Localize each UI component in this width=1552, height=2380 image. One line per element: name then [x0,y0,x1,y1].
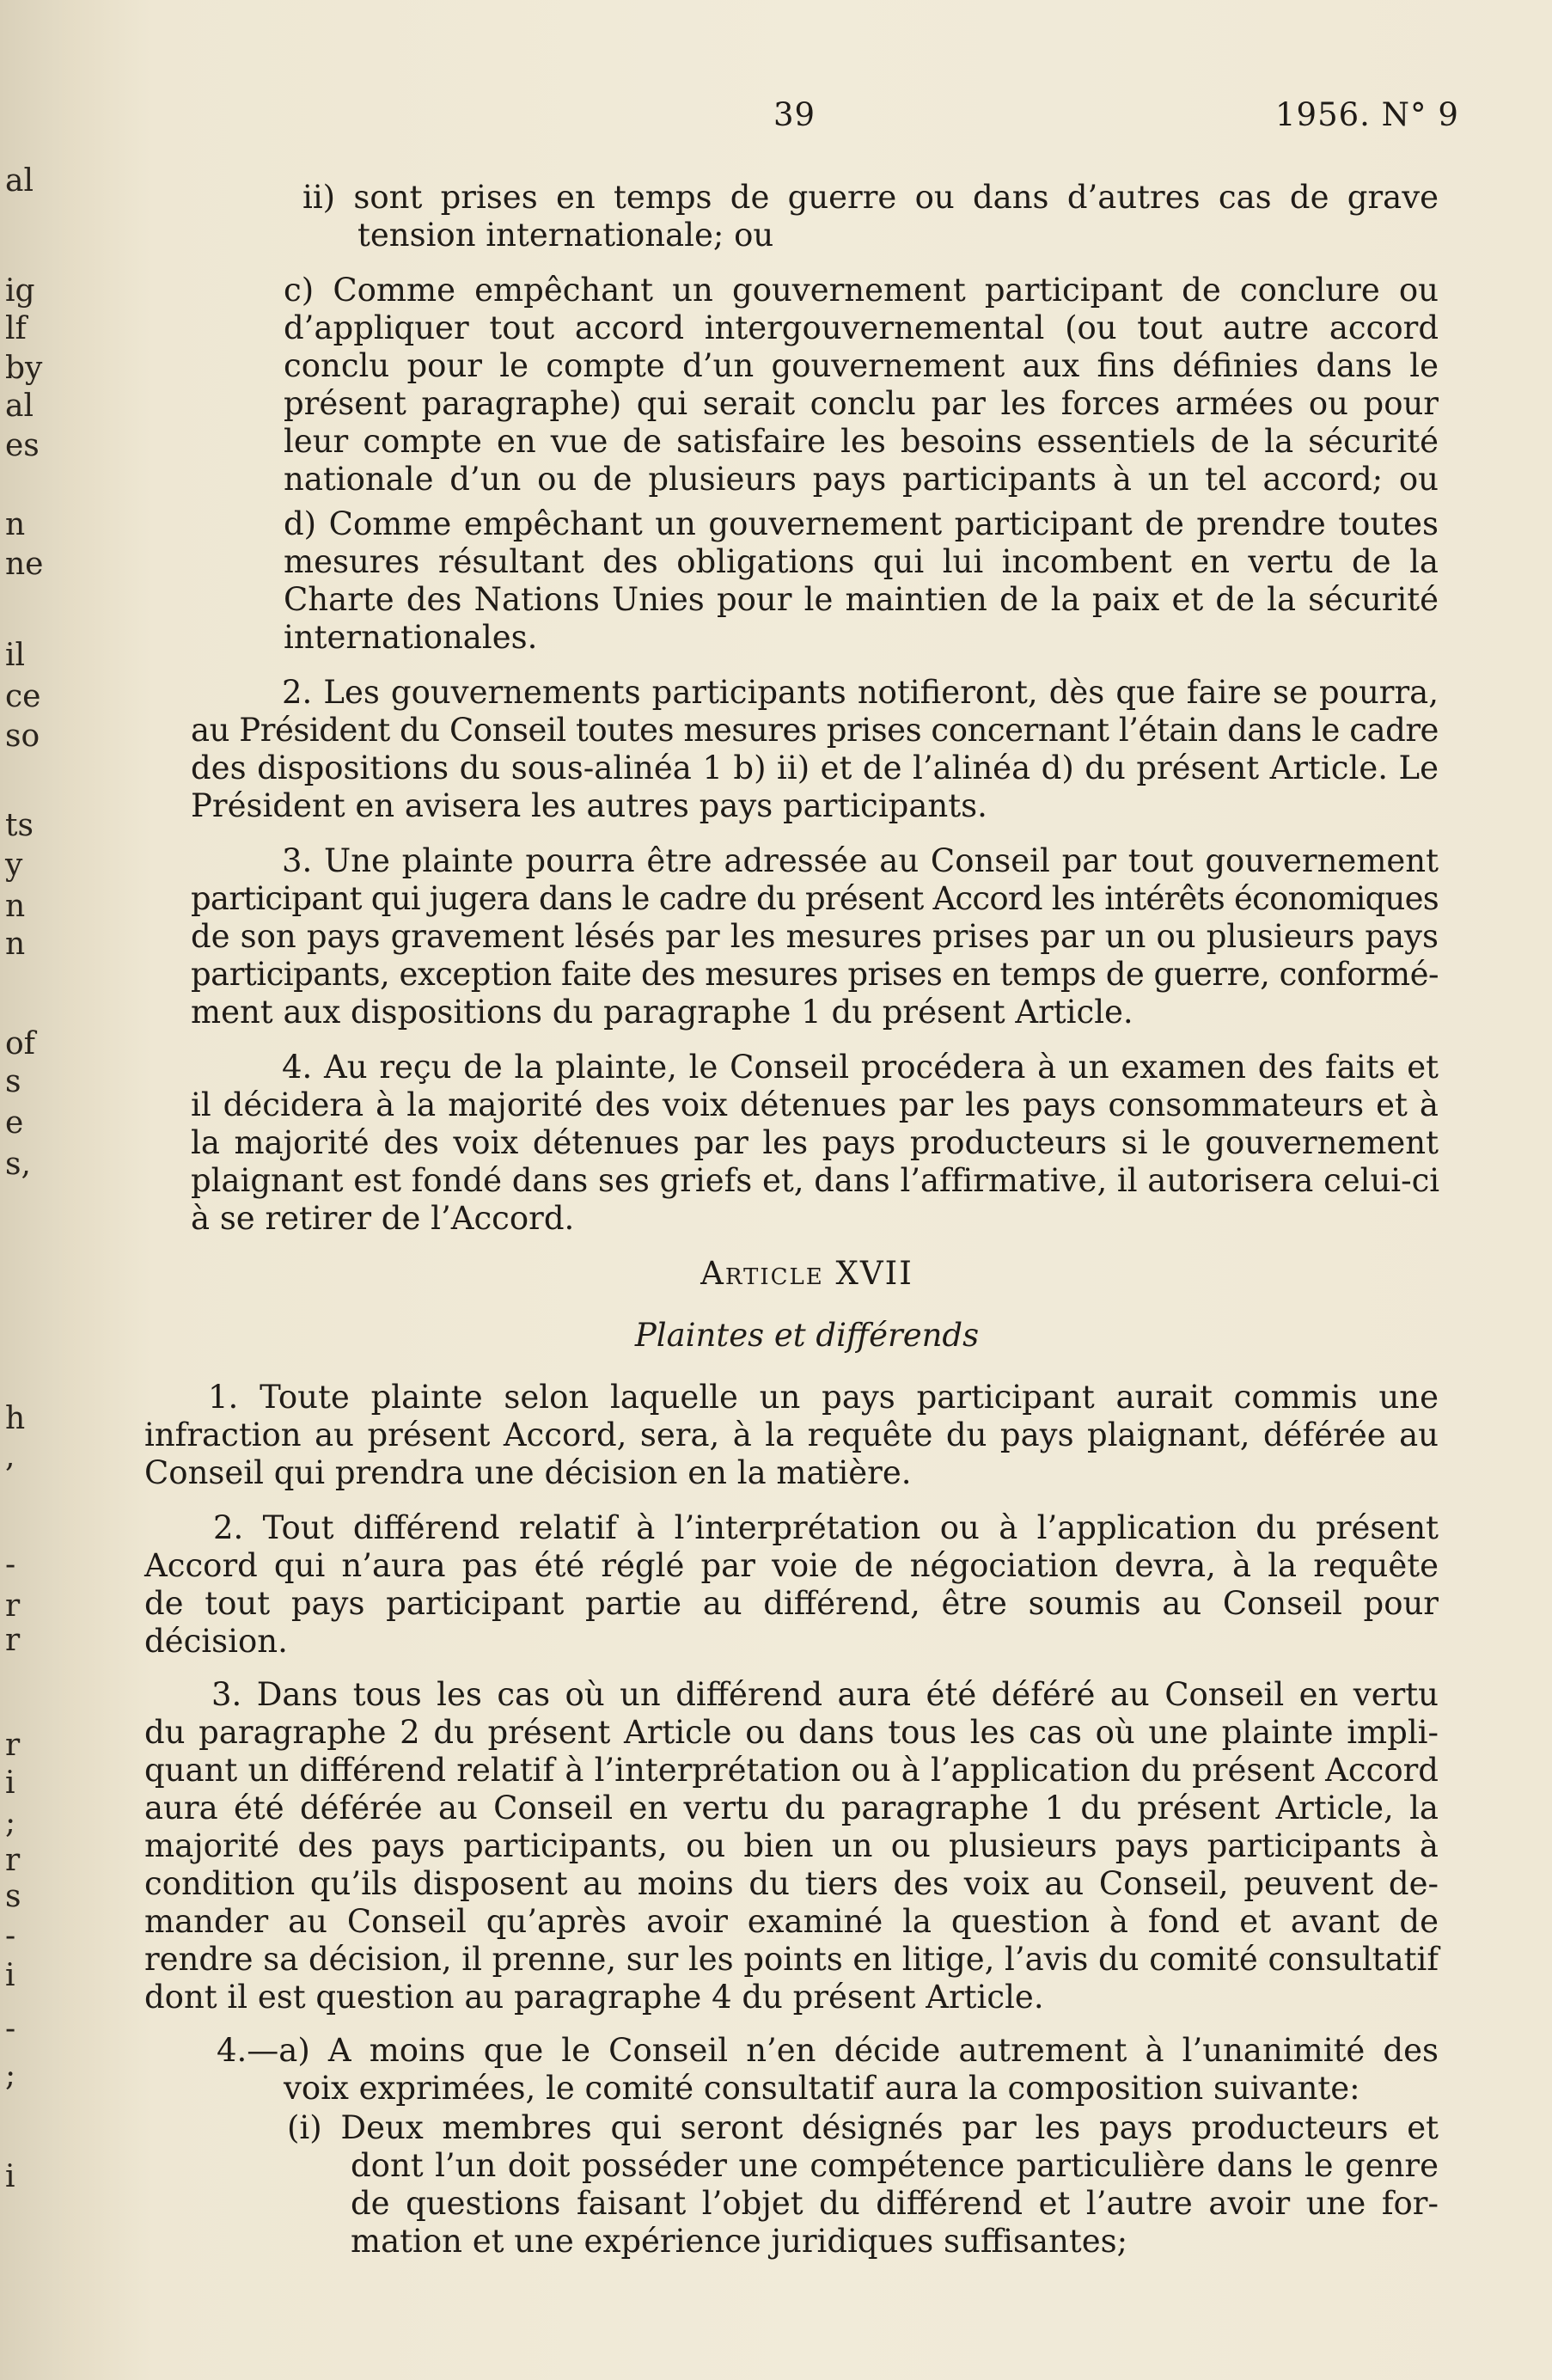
text-line-content: Président en avisera les autres pays participants. [191,787,987,824]
facing-page-fragment: - [5,2011,16,2047]
facing-page-fragment: ; [5,1805,16,1840]
facing-page-fragment: s [5,1879,21,1914]
facing-page-fragment: n [5,927,26,962]
facing-page-fragment: ig [5,273,35,309]
facing-page-fragment: al [5,389,34,424]
text-line-content: 3. Dans tous les cas où un différend aura été déféré au Conseil en vertu [211,1676,1439,1713]
text-line-content: condition qu’ils disposent au moins du tiers des voix au Conseil, peuvent de- [144,1865,1439,1902]
facing-page-fragment: il [5,638,26,673]
text-line-content: nationale d’un ou de plusieurs pays participants à un tel accord; ou [284,461,1439,498]
facing-page-fragment: by [5,351,43,386]
text-line-content: aura été déférée au Conseil en vertu du paragraphe 1 du présent Article, la [144,1790,1439,1826]
text-line-content: 4.—a) A moins que le Conseil n’en décide autrement à l’unanimité des [217,2032,1439,2069]
text-line-content: Accord qui n’aura pas été réglé par voie de négociation devra, à la requête [144,1547,1439,1584]
text-line-content: de questions faisant l’objet du différend et l’autre avoir une for- [351,2185,1439,2222]
text-line-content: 2. Les gouvernements participants notifieront, dès que faire se pourra, [282,674,1439,711]
text-line-content: internationales. [284,619,538,656]
facing-page-fragment: - [5,1918,16,1954]
facing-page-fragment: i [5,1765,15,1801]
facing-page-fragment: i [5,1958,15,1993]
page-number: 39 [773,96,816,133]
text-line-content: infraction au présent Accord, sera, à la requête du pays plaignant, déférée au [144,1416,1439,1453]
text-line-content: d) Comme empêchant un gouvernement participant de prendre toutes [284,505,1439,542]
facing-page-fragment: s [5,1064,21,1099]
facing-page-fragment: r [5,1623,21,1658]
facing-page-edge [0,0,64,2380]
facing-page-fragment: h [5,1401,26,1436]
facing-page-fragment: y [5,847,23,883]
text-line-content: il décidera à la majorité des voix détenues par les pays consommateurs et à [191,1086,1439,1123]
document-page [62,0,1552,2380]
facing-page-fragment: so [5,719,40,754]
text-line-content: quant un différend relatif à l’interprétation ou à l’application du présent Accord [144,1752,1439,1789]
facing-page-fragment: ne [5,547,44,582]
facing-page-fragment: lf [5,311,27,346]
text-line-content: la majorité des voix détenues par les pays producteurs si le gouvernement [191,1124,1439,1161]
text-line-content: présent paragraphe) qui serait conclu par les forces armées ou pour [284,385,1439,422]
text-line-content: décision. [144,1623,288,1660]
text-line-content: d’appliquer tout accord intergouvernemental (ou tout autre accord [284,309,1439,346]
text-line-content: des dispositions du sous-alinéa 1 b) ii) et de l’alinéa d) du présent Article. Le [191,749,1439,786]
facing-page-fragment: , [5,1439,15,1474]
text-line-content: participant qui jugera dans le cadre du présent Accord les intérêts économiques [191,880,1439,917]
facing-page-fragment: - [5,1547,16,1582]
text-line-content: tension internationale; ou [357,217,774,254]
text-line-content: (i) Deux membres qui seront désignés par les pays producteurs et [287,2109,1439,2146]
facing-page-fragment: n [5,889,26,924]
article-subtitle: Plaintes et différends [634,1317,980,1354]
facing-page-fragment: al [5,163,34,199]
text-line-content: voix exprimées, le comité consultatif aura la composition suivante: [284,2070,1360,2107]
text-line-content: au Président du Conseil toutes mesures prises concernant l’étain dans le cadre [191,712,1439,749]
text-line-content: du paragraphe 2 du présent Article ou dans tous les cas où une plainte impli- [144,1714,1439,1751]
facing-page-fragment: s, [5,1147,31,1182]
facing-page-fragment: i [5,2159,15,2194]
facing-page-fragment: r [5,1588,21,1624]
text-line-content: Charte des Nations Unies pour le maintien de la paix et de la sécurité [284,581,1439,618]
text-line-content: mander au Conseil qu’après avoir examiné la question à fond et avant de [144,1903,1439,1940]
text-line-content: 2. Tout différend relatif à l’interprétation ou à l’application du présent [213,1509,1439,1546]
facing-page-fragment: of [5,1026,35,1062]
text-line-content: 4. Au reçu de la plainte, le Conseil procédera à un examen des faits et [282,1049,1439,1086]
text-line-content: ii) sont prises en temps de guerre ou dans d’autres cas de grave [302,179,1439,216]
text-line-content: à se retirer de l’Accord. [191,1200,575,1237]
text-line-content: plaignant est fondé dans ses griefs et, dans l’affirmative, il autorisera celui-ci [191,1162,1440,1199]
text-line-content: rendre sa décision, il prenne, sur les points en litige, l’avis du comité consultatif [144,1941,1439,1978]
text-line-content: c) Comme empêchant un gouvernement participant de conclure ou [284,272,1439,309]
document-reference: 1956. N° 9 [1275,96,1459,133]
article-heading: Article XVII [700,1255,913,1292]
text-line-content: majorité des pays participants, ou bien un ou plusieurs pays participants à [144,1827,1439,1864]
facing-page-fragment: es [5,428,40,463]
text-line-content: dont il est question au paragraphe 4 du présent Article. [144,1979,1044,2016]
text-line-content: ment aux dispositions du paragraphe 1 du présent Article. [191,994,1133,1031]
text-line-content: mesures résultant des obligations qui lui incombent en vertu de la [284,543,1439,580]
text-line-content: participants, exception faite des mesures prises en temps de guerre, conformé- [191,956,1439,993]
text-line-content: 1. Toute plainte selon laquelle un pays participant aurait commis une [208,1379,1439,1416]
text-line-content: de son pays gravement lésés par les mesures prises par un ou plusieurs pays [191,918,1439,955]
facing-page-fragment: n [5,507,26,542]
text-line-content: dont l’un doit posséder une compétence particulière dans le genre [351,2147,1439,2184]
facing-page-fragment: e [5,1105,24,1141]
text-line-content: de tout pays participant partie au différend, être soumis au Conseil pour [144,1585,1439,1622]
text-line-content: leur compte en vue de satisfaire les besoins essentiels de la sécurité [284,423,1439,460]
facing-page-fragment: r [5,1843,21,1878]
text-line-content: mation et une expérience juridiques suffisantes; [351,2223,1128,2260]
text-line-content: conclu pour le compte d’un gouvernement aux fins définies dans le [284,347,1439,384]
facing-page-fragment: ts [5,808,34,843]
text-line-content: Conseil qui prendra une décision en la matière. [144,1454,912,1491]
facing-page-fragment: ; [5,2058,16,2093]
facing-page-fragment: r [5,1728,21,1763]
facing-page-fragment: ce [5,679,41,714]
text-line-content: 3. Une plainte pourra être adressée au Conseil par tout gouvernement [282,842,1439,879]
